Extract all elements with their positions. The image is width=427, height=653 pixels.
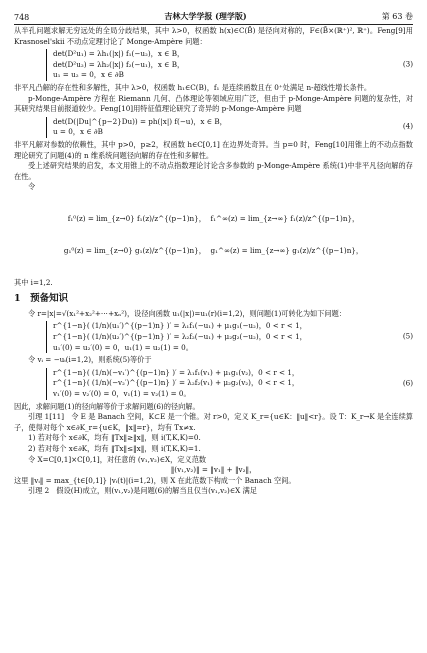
lemma-item: 1) 若对每个 x∈∂K，均有 ‖Tx‖≥‖x‖，则 i(T,K,K)=0. <box>28 433 201 443</box>
equation-number: (5) <box>402 332 413 342</box>
equation-line: det(D²u₂) = λh₂(|x|) f₂(−u₁)，x ∈ B， <box>53 59 185 69</box>
equation-line: u = 0，x ∈ ∂B <box>53 127 103 137</box>
lemma-1: 引理 1[11] 令 E 是 Banach 空间，K⊂E 是一个锥。对 r>0，定义 K_r={u∈K：‖u‖<r}。设 T：K_r→K 是全连续算子，使得对每个 x∈∂K_r={u∈K，‖x‖=r}，均有 Tx≠x. <box>14 412 413 432</box>
journal-title: 吉林大学学报 (理学版) <box>164 11 247 21</box>
paragraph: 因此，求解问题(1)的径向解等价于求解问题(6)的径向解。 <box>14 401 200 411</box>
equation-line: f₁⁰(z) = lim_{z→0} f₁(z)/z^{(p−1)n}， f₁^∞(z) = lim_{z→∞} f₁(z)/z^{(p−1)n}， <box>67 214 360 224</box>
paragraph: 令 vᵢ = −uᵢ(i=1,2)，则系统(5)等价于 <box>28 355 152 365</box>
limit-definitions <box>14 193 413 278</box>
equation-line: det(D²u₁) = λh₁(|x|) f₁(−u₂)，x ∈ B， <box>53 49 185 59</box>
equation-line: det(D(|Du|^{p−2}Du)) = ph(|x|) f(−u)，x ∈ B， <box>53 116 227 126</box>
equation-line: r^{1−n}( (1/n)(u₁′)^{(p−1)n} )′ = λ₁f₁(−u₁) + μ₁g₁(−u₂)，0 < r < 1， <box>53 321 307 331</box>
norm-definition: ‖(v₁,v₂)‖ = ‖v₁‖ + ‖v₂‖， <box>170 465 257 475</box>
equation-line: r^{1−n}( (1/n)(u₂′)^{(p−1)n} )′ = λ₂f₂(−u₁) + μ₂g₂(−u₂)，0 < r < 1， <box>53 332 307 342</box>
lemma-item: 2) 若对每个 x∈∂K，均有 ‖Tx‖≤‖x‖，则 i(T,K,K)=1. <box>28 443 201 453</box>
equation-line: v₁′(0) = v₂′(0) = 0，v₁(1) = v₂(1) = 0。 <box>53 389 191 398</box>
running-header <box>14 8 413 25</box>
paragraph: 其中 i=1,2. <box>14 277 53 287</box>
equation-line: r^{1−n}( (1/n)(−v₁′)^{(p−1)n} )′ = λ₁f₁(v₁) + μ₁g₁(v₂)，0 < r < 1， <box>53 367 300 377</box>
lemma-2: 引理 2 假设(H)成立，则(v₁,v₂)是问题(6)的解当且仅当(v₁,v₂)∈X 满足 <box>28 486 257 496</box>
page-number: 748 <box>14 13 30 22</box>
volume: 第 63 卷 <box>381 12 413 21</box>
equation-number: (4) <box>402 122 413 132</box>
paragraph: 非平凡凸解的存在性和多解性，其中 λ>0，权函数 h₁∈C(B)，f₁ 是连续函数且在 0⁺处满足 n-超线性增长条件。 <box>14 82 372 92</box>
equation-5 <box>14 321 413 353</box>
equation-line: r^{1−n}( (1/n)(−v₂′)^{(p−1)n} )′ = λ₂f₂(v₁) + μ₂g₂(v₂)，0 < r < 1， <box>53 378 300 388</box>
paragraph: 非平凡解对参数的依赖性，其中 p>0，p≥2，权函数 h∈C[0,1] 在边界处奇异。当 p=0 时，Feng[10]用锥上的不动点指数理论研究了问题(4)的 n 维系统问题径向解的存在性和多解性。 <box>14 139 413 160</box>
paragraph: 令 <box>28 182 36 192</box>
equation-number: (6) <box>402 378 413 388</box>
paragraph: 受上述研究结果的启发，本文用锥上的不动点指数理论讨论含多参数的 p-Monge-Ampère 系统(1)中非平凡径向解的存在性。 <box>14 161 413 181</box>
equation-line: u₁′(0) = u₂′(0) = 0，u₁(1) = u₂(1) = 0。 <box>53 342 193 352</box>
paragraph: 令 r=|x|=√(x₁²+x₂²+⋯+xₙ²)，设径向函数 u₁(|x|)=u₁(r)(i=1,2)，则问题(1)可转化为如下问题： <box>28 308 346 318</box>
equation-4 <box>14 117 413 138</box>
section-heading: 1 预备知识 <box>14 293 69 305</box>
paragraph: 从半孔问题求解无穷远处的全局分歧结果，其中 λ>0，权函数 h(x)∈C(B̄) 是径向对称的，F∈(B̄×(ℝ⁺)², ℝ⁺)。Feng[9]用 Krasnosel'skii 不动点定理讨论了 Monge-Ampère 问题： <box>14 26 413 46</box>
paragraph: 令 X=C[0,1]×C[0,1]，对任意的 (v₁,v₂)∈X，定义范数 <box>28 454 207 464</box>
equation-6 <box>14 368 413 400</box>
equation-line: g₁⁰(z) = lim_{z→0} g₁(z)/z^{(p−1)n}， g₁^∞(z) = lim_{z→∞} g₁(z)/z^{(p−1)n}， <box>63 245 364 255</box>
paragraph: 这里 ‖vᵢ‖ = max_{t∈[0,1]} |vᵢ(t)|(i=1,2)，则 X 在此范数下构成一个 Banach 空间。 <box>14 475 296 485</box>
equation-line: u₁ = u₂ = 0，x ∈ ∂B <box>53 70 124 80</box>
paper-body <box>14 26 413 497</box>
equation-3 <box>14 49 413 81</box>
paragraph: p-Monge-Ampère 方程在 Riemann 几何、凸体理论等领域应用广泛，但由于 p-Monge-Ampère 问题的复杂性，对其研究结果目前报道较少。Feng[10]用特征值理论研究了奇异的 p-Monge-Ampère 问题 <box>14 93 413 114</box>
equation-number: (3) <box>402 59 413 69</box>
